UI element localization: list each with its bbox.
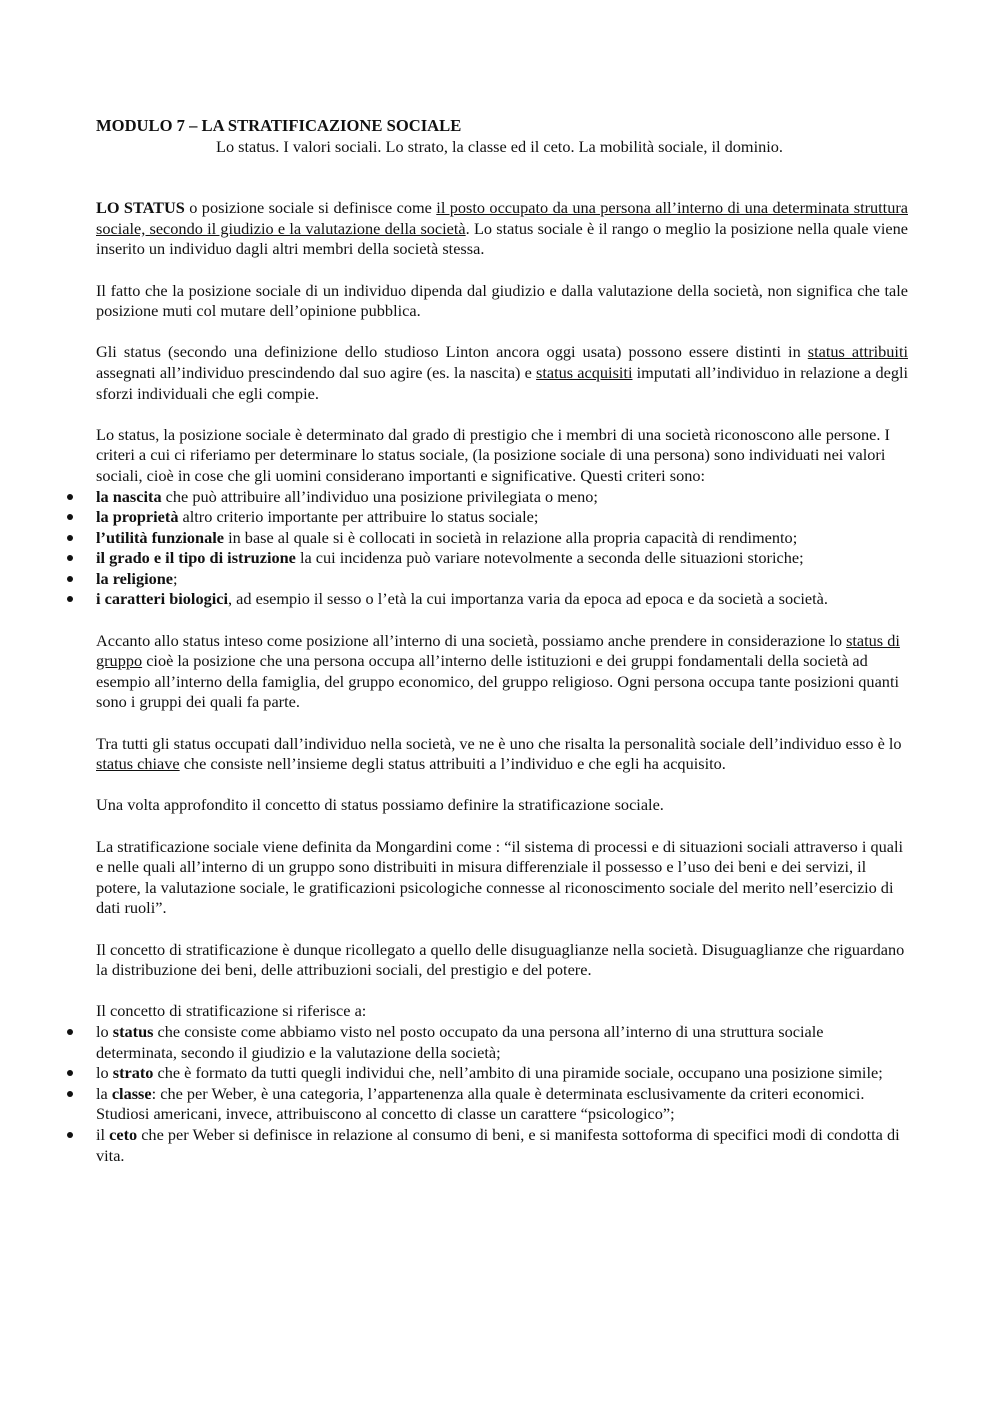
- paragraph-status-definition: LO STATUS o posizione sociale si definisce come il posto occupato da una persona all’interno di una determinata struttura sociale, secondo il giudizio e la valutazione della società. Lo status sociale è il rango o meglio la posizione nella quale viene inserito un individuo dagli altri membri della società stessa.: [96, 198, 909, 259]
- term-status-attribuiti: status attribuiti: [807, 342, 908, 362]
- list-item: l’utilità funzionale in base al quale si è collocati in società in relazione alla propria capacità di rendimento;: [96, 528, 908, 549]
- paragraph-mongardini: La stratificazione sociale viene definita da Mongardini come : “il sistema di processi e di situazioni sociali attraverso i quali e nelle quali all’interno di un gruppo sono distribuiti in misura differenziale il possesso e l’uso dei beni e dei servizi, il potere, la valutazione sociale, le gratificazioni psicologiche connesse al riconoscimento sociale del merito nell’esercizio di dati ruoli”.: [96, 836, 904, 918]
- list-item: la nascita che può attribuire all’individuo una posizione privilegiata o meno;: [96, 487, 908, 508]
- paragraph-inequalities: Il concetto di stratificazione è dunque ricollegato a quello delle disuguaglianze nella società. Disuguaglianze che riguardano la distribuzione dei beni, delle attribuzioni sociali, del prestigio e del potere.: [96, 939, 905, 980]
- document-page: [96, 116, 908, 1166]
- list-item: il ceto che per Weber si definisce in relazione al consumo di beni, e si manifesta sottoforma di specifici modi di condotta di vita.: [96, 1125, 908, 1166]
- term-status-di-gruppo: status di gruppo: [96, 630, 900, 671]
- list-item: il grado e il tipo di istruzione la cui incidenza può variare notevolmente a seconda delle situazioni storiche;: [96, 548, 908, 569]
- module-title: MODULO 7 – LA STRATIFICAZIONE SOCIALE: [96, 116, 462, 135]
- criteria-list: [96, 487, 908, 611]
- list-item: la religione;: [96, 569, 908, 590]
- paragraph-status-chiave: Tra tutti gli status occupati dall’individuo nella società, ve ne è uno che risalta la personalità sociale dell’individuo esso è lo status chiave che consiste nell’insieme degli status attribuiti a l’individuo e che egli ha acquisito.: [96, 733, 902, 774]
- paragraph-status-di-gruppo: Accanto allo status inteso come posizione all’interno di una società, possiamo anche prendere in considerazione lo status di gruppo cioè la posizione che una persona occupa all’interno delle istituzioni e dei gruppi fondamentali della società ad esempio all’interno della famiglia, del gruppo economico, del gruppo religioso. Ogni persona occupa tante posizioni quanti sono i gruppi dei quali fa parte.: [96, 630, 900, 712]
- list-item: lo strato che è formato da tutti quegli individui che, nell’ambito di una piramide sociale, occupano una posizione simile;: [96, 1063, 908, 1084]
- paragraph-refers-intro: Il concetto di stratificazione si riferisce a:: [96, 1001, 367, 1021]
- paragraph-linton: Gli status (secondo una definizione dello studioso Linton ancora oggi usata) possono essere distinti in status attribuiti assegnati all’individuo prescindendo dal suo agire (es. la nascita) e status acquisiti imputati all’individuo in relazione a degli sforzi individuali che egli compie.: [96, 342, 909, 403]
- term-lo-status: LO STATUS: [96, 198, 185, 218]
- term-status-chiave: status chiave: [96, 754, 180, 774]
- list-item: i caratteri biologici, ad esempio il sesso o l’età la cui importanza varia da epoca ad epoca e da società a società.: [96, 589, 908, 610]
- paragraph-transition: Una volta approfondito il concetto di status possiamo definire la stratificazione sociale.: [96, 795, 664, 815]
- term-status-acquisiti: status acquisiti: [536, 362, 633, 382]
- list-item: lo status che consiste come abbiamo visto nel posto occupato da una persona all’interno di una struttura sociale determinata, secondo il giudizio e la valutazione della società;: [96, 1022, 908, 1063]
- underlined-definition: il posto occupato da una persona all’interno di una determinata struttura sociale, secondo il giudizio e la valutazione della società: [96, 198, 908, 238]
- paragraph-public-opinion: Il fatto che la posizione sociale di un individuo dipenda dal giudizio e dalla valutazione della società, non significa che tale posizione muti col mutare dell’opinione pubblica.: [96, 280, 908, 321]
- module-subtitle: Lo status. I valori sociali. Lo strato, la classe ed il ceto. La mobilità sociale, il dominio.: [216, 136, 783, 156]
- paragraph-prestige: Lo status, la posizione sociale è determinato dal grado di prestigio che i membri di una società riconoscono alle persone. I criteri a cui ci riferiamo per determinare lo status sociale, (la posizione sociale di una persona) sono individuati nei valori sociali, cioè in cose che gli uomini considerano importanti e significative. Questi criteri sono:: [96, 424, 890, 485]
- list-item: la classe: che per Weber, è una categoria, l’appartenenza alla quale è determinata esclusivamente da criteri economici. Studiosi americani, invece, attribuiscono al concetto di classe un carattere “psicologico”;: [96, 1084, 908, 1125]
- refers-list: [96, 1022, 908, 1166]
- list-item: la proprietà altro criterio importante per attribuire lo status sociale;: [96, 507, 908, 528]
